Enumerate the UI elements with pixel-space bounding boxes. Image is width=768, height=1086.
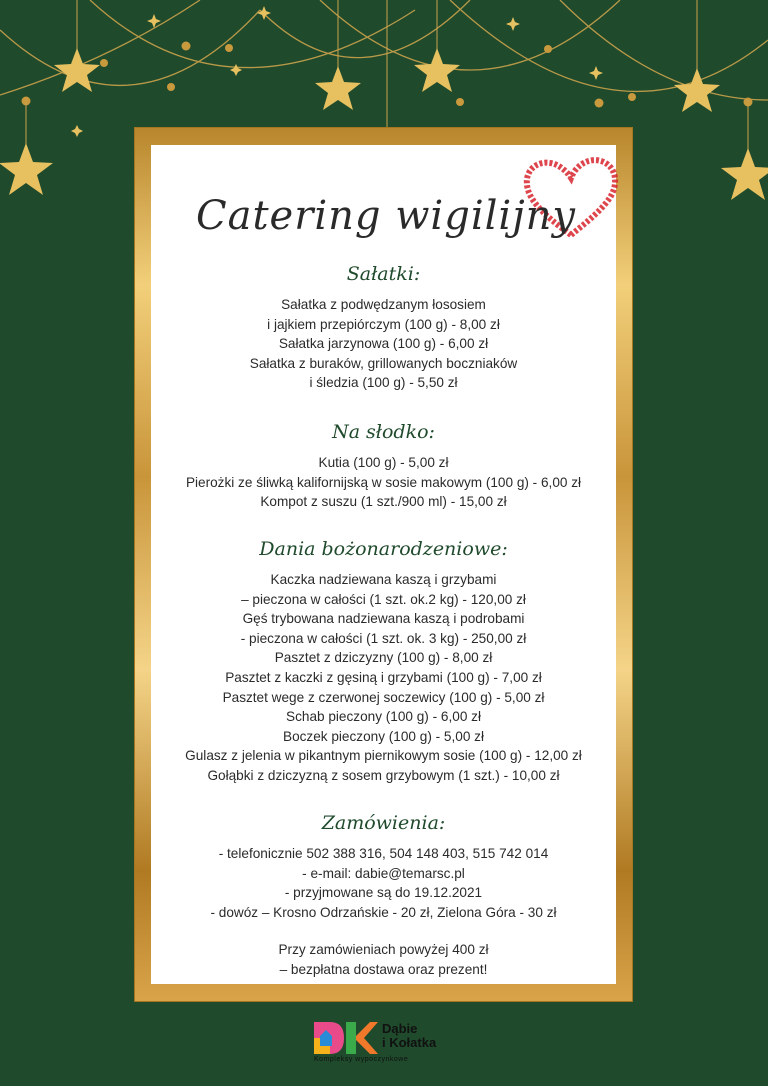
menu-item: i śledzia (100 g) - 5,50 zł [309,375,458,391]
menu-item: Pasztet wege z czerwonej soczewicy (100 g) - 5,00 zł [222,689,545,705]
free-delivery-note [151,940,616,979]
menu-item: Pasztet z dziczyzny (100 g) - 8,00 zł [274,650,493,666]
menu-item: Gulasz z jelenia w pikantnym piernikowym sosie (100 g) - 12,00 zł [185,748,582,764]
menu-item: i jajkiem przepiórczym (100 g) - 8,00 zł [267,316,500,332]
menu-item: Sałatka z podwędzanym łososiem [281,297,486,312]
menu-item: Schab pieczony (100 g) - 6,00 zł [286,709,481,725]
section-heading: Dania bożonarodzeniowe: [259,538,508,560]
logo-tagline: Kompleksy wypoczynkowe [314,1056,409,1063]
logo-name-line2: i Kołatka [382,1035,437,1050]
menu-item: Gołąbki z dziczyzną z sosem grzybowym (1 szt.) - 10,00 zł [207,767,560,783]
section-heading: Sałatki: [346,263,421,285]
page-title: Catering wigilijny [196,193,576,239]
note-line: Przy zamówieniach powyżej 400 zł [278,942,489,958]
menu-item: Kutia (100 g) - 5,00 zł [318,455,449,470]
company-logo [312,1020,462,1070]
section-heading: Na słodko: [332,421,435,443]
menu-item: Kaczka nadziewana kaszą i grzybami [270,572,497,587]
order-info: - e-mail: dabie@temarsc.pl [302,865,465,881]
section-heading: Zamówienia: [321,812,446,834]
dk-logo-icon [312,1020,378,1056]
section-na-slodko [151,421,616,512]
order-info: - telefonicznie 502 388 316, 504 148 403, 515 742 014 [218,846,549,861]
menu-item: Sałatka z buraków, grillowanych boczniaków [249,355,518,371]
menu-item: Kompot z suszu (1 szt./900 ml) - 15,00 zł [260,494,507,510]
menu-item: Sałatka jarzynowa (100 g) - 6,00 zł [278,336,489,352]
logo-name [382,1022,436,1050]
menu-item: Pierożki ze śliwką kalifornijską w sosie makowym (100 g) - 6,00 zł [185,474,582,490]
menu-item: – pieczona w całości (1 szt. ok.2 kg) - 120,00 zł [241,591,526,607]
order-info: - dowóz – Krosno Odrzańskie - 20 zł, Zielona Góra - 30 zł [210,904,557,920]
menu-item: Pasztet z kaczki z gęsiną i grzybami (100 g) - 7,00 zł [225,669,542,685]
section-dania [151,538,616,786]
menu-item: Gęś trybowana nadziewana kaszą i podrobami [242,611,525,627]
section-zamowienia [151,812,616,980]
order-info: - przyjmowane są do 19.12.2021 [284,885,483,901]
menu-card [151,145,616,984]
note-line: – bezpłatna dostawa oraz prezent! [279,961,488,977]
logo-name-line1: Dąbie [382,1021,418,1036]
menu-item: - pieczona w całości (1 szt. ok. 3 kg) - 250,00 zł [240,630,527,646]
menu-item: Boczek pieczony (100 g) - 5,00 zł [283,728,484,744]
section-salatki [151,263,616,393]
